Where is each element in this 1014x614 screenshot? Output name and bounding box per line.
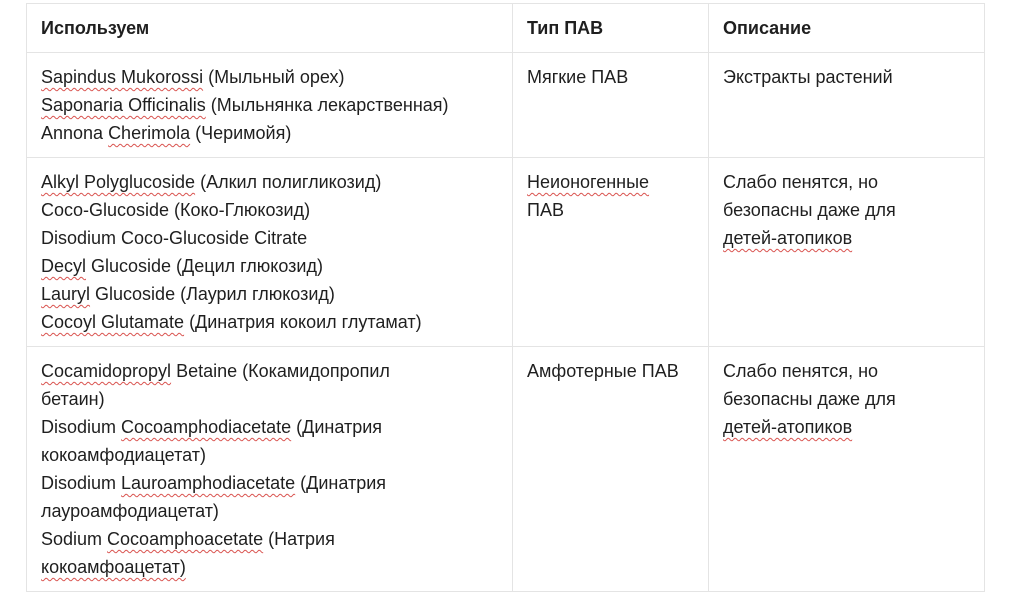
spellcheck-flagged-text: Неионогенные [527,172,650,192]
spellcheck-flagged-text: кокоамфоацетат) [41,557,186,577]
cell-line [41,525,498,553]
header-surfactant-type: Тип ПАВ [513,4,709,53]
header-ingredients: Используем [27,4,513,53]
header-description: Описание [709,4,985,53]
cell-description [709,347,985,592]
table-header-row [27,4,985,53]
cell-text: Coco-Glucoside (Коко-Глюкозид) [41,200,311,220]
cell-ingredients [27,158,513,347]
cell-text: (Алкил полигликозид) [195,172,382,192]
cell-text: (Динатрия [295,473,387,493]
cell-surfactant-type [513,158,709,347]
cell-line [41,308,498,336]
cell-text: (Натрия [263,529,335,549]
cell-line [723,357,970,385]
spellcheck-flagged-text: Saponaria Officinalis [41,95,206,115]
cell-line [527,357,694,385]
cell-text: (Мыльный орех) [203,67,345,87]
cell-description [709,158,985,347]
cell-text: бетаин) [41,389,105,409]
cell-ingredients [27,347,513,592]
cell-text: безопасны даже для [723,200,896,220]
cell-line [41,224,498,252]
cell-text: (Динатрия [291,417,383,437]
cell-text: (Черимойя) [190,123,292,143]
cell-line [41,252,498,280]
cell-line [41,413,498,441]
spellcheck-flagged-text: Cocoamphodiacetate [121,417,292,437]
cell-ingredients [27,53,513,158]
cell-description [709,53,985,158]
cell-text: Disodium Coco-Glucoside Citrate [41,228,308,248]
cell-line [41,441,498,469]
cell-text: Sodium [41,529,108,549]
cell-line [41,63,498,91]
cell-text: Disodium [41,417,122,437]
cell-line [41,497,498,525]
cell-surfactant-type [513,347,709,592]
spellcheck-flagged-text: детей-атопиков [723,417,853,437]
spellcheck-flagged-text: Decyl [41,256,87,276]
spellcheck-flagged-text: детей-атопиков [723,228,853,248]
spellcheck-flagged-text: Lauryl [41,284,91,304]
cell-text: (Мыльнянка лекарственная) [205,95,449,115]
cell-line [723,63,970,91]
cell-text: кокоамфодиацетат) [41,445,206,465]
cell-line [527,168,694,196]
cell-line [723,413,970,441]
table-row [27,53,985,158]
cell-line [41,385,498,413]
surfactants-table [26,3,985,592]
spellcheck-flagged-text: Cocoyl Glutamate [41,312,185,332]
cell-text: Экстракты растений [723,67,893,87]
cell-text: Glucoside (Лаурил глюкозид) [90,284,335,304]
table-row [27,347,985,592]
spellcheck-flagged-text: Cocamidopropyl [41,361,172,381]
cell-text: ПАВ [527,200,564,220]
spellcheck-flagged-text: Sapindus Mukorossi [41,67,204,87]
cell-text: безопасны даже для [723,389,896,409]
cell-text: Слабо пенятся, но [723,361,879,381]
cell-text: Disodium [41,473,122,493]
cell-text: (Динатрия кокоил глутамат) [184,312,422,332]
spellcheck-flagged-text: Cherimola [108,123,191,143]
cell-line [41,119,498,147]
cell-line [723,224,970,252]
cell-text: лауроамфодиацетат) [41,501,219,521]
cell-line [41,357,498,385]
cell-text: Glucoside (Децил глюкозид) [86,256,323,276]
cell-line [41,553,498,581]
cell-text: Слабо пенятся, но [723,172,879,192]
spellcheck-flagged-text: Cocoamphoacetate [107,529,264,549]
cell-line [723,385,970,413]
cell-line [41,196,498,224]
spellcheck-flagged-text: Lauroamphodiacetate [121,473,296,493]
cell-line [527,196,694,224]
spellcheck-flagged-text: Alkyl Polyglucoside [41,172,196,192]
cell-line [41,91,498,119]
table-body [27,53,985,592]
cell-line [41,469,498,497]
cell-text: Annona [41,123,109,143]
cell-text: Мягкие ПАВ [527,67,629,87]
cell-line [723,196,970,224]
cell-line [41,280,498,308]
table-row [27,158,985,347]
cell-line [527,63,694,91]
cell-text: Betaine (Кокамидопропил [171,361,390,381]
cell-surfactant-type [513,53,709,158]
cell-text: Амфотерные ПАВ [527,361,679,381]
cell-line [41,168,498,196]
cell-line [723,168,970,196]
